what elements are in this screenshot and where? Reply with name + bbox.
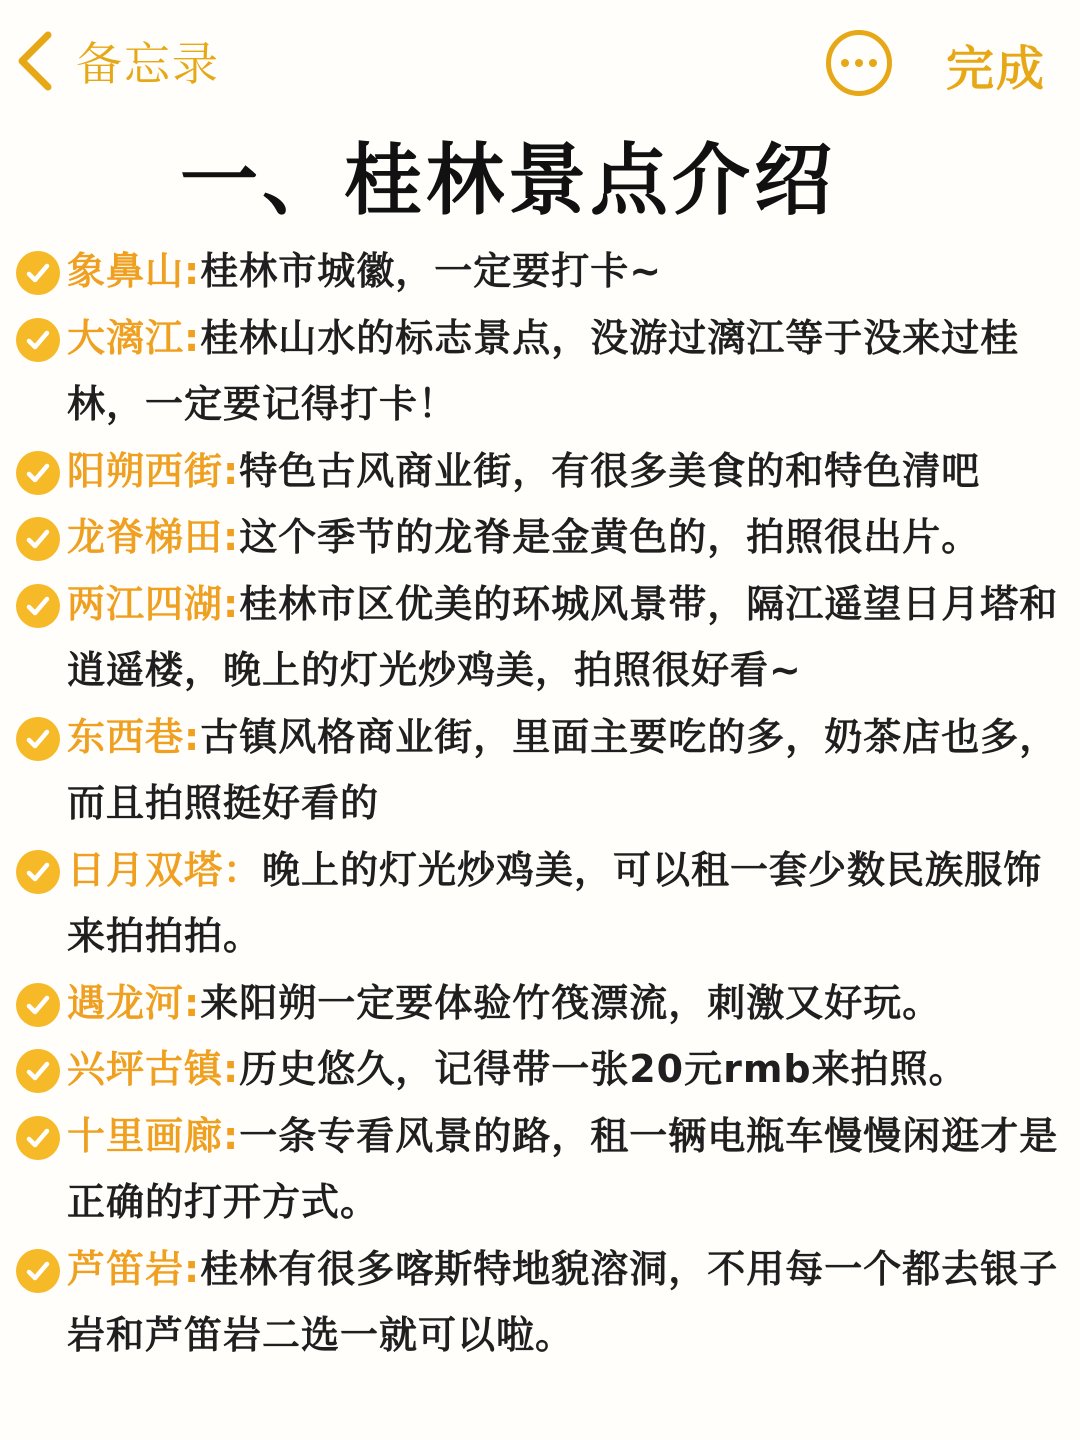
checkmark-circle-icon — [16, 318, 60, 362]
back-button[interactable] — [14, 26, 220, 96]
list-item[interactable] — [0, 1236, 1080, 1369]
attraction-name: 芦笛岩: — [67, 1246, 201, 1291]
attraction-description: 桂林山水的标志景点，没游过漓江等于没来过桂林，一定要记得打卡！ — [67, 315, 1020, 426]
back-label: 备忘录 — [76, 37, 220, 91]
checkmark-circle-icon — [16, 983, 60, 1027]
attraction-name: 遇龙河: — [67, 980, 201, 1025]
checkmark-circle-icon — [16, 517, 60, 561]
checkmark-circle-icon — [16, 1249, 60, 1293]
attraction-name: 十里画廊: — [67, 1113, 240, 1158]
attraction-name: 两江四湖: — [67, 581, 240, 626]
list-item[interactable] — [0, 1103, 1080, 1236]
list-item[interactable] — [0, 837, 1080, 970]
attraction-name: 大漓江: — [67, 315, 201, 360]
attraction-description: 这个季节的龙脊是金黄色的，拍照很出片。 — [239, 515, 981, 559]
attraction-list — [0, 238, 1080, 1369]
checkmark-circle-icon — [16, 717, 60, 761]
list-item[interactable] — [0, 504, 1080, 571]
chevron-left-icon — [14, 29, 58, 93]
checkmark-circle-icon — [16, 451, 60, 495]
navigation-bar — [0, 0, 1080, 120]
ellipsis-dot-icon — [855, 59, 863, 67]
attraction-description: 晚上的灯光炒鸡美，可以租一套少数民族服饰来拍拍拍。 — [67, 847, 1043, 958]
list-item[interactable] — [0, 438, 1080, 505]
checkmark-circle-icon — [16, 251, 60, 295]
attraction-name: 兴坪古镇: — [67, 1047, 240, 1091]
attraction-name: 日月双塔： — [67, 847, 263, 892]
attraction-name: 象鼻山: — [67, 249, 201, 293]
list-item[interactable] — [0, 571, 1080, 704]
attraction-description: 古镇风格商业街，里面主要吃的多，奶茶店也多，而且拍照挺好看的 — [67, 714, 1059, 825]
attraction-name: 阳朔西街: — [67, 448, 240, 493]
ellipsis-dot-icon — [841, 59, 849, 67]
attraction-description: 桂林市区优美的环城风景带，隔江遥望日月塔和逍遥楼，晚上的灯光炒鸡美，拍照很好看~ — [67, 581, 1059, 692]
attraction-description: 桂林有很多喀斯特地貌溶洞，不用每一个都去银子岩和芦笛岩二选一就可以啦。 — [67, 1246, 1059, 1357]
attraction-description: 桂林市城徽，一定要打卡~ — [200, 249, 663, 293]
checkmark-circle-icon — [16, 584, 60, 628]
list-item[interactable] — [0, 1036, 1080, 1103]
attraction-description: 一条专看风景的路，租一辆电瓶车慢慢闲逛才是正确的打开方式。 — [67, 1113, 1059, 1224]
list-item[interactable] — [0, 238, 1080, 305]
checkmark-circle-icon — [16, 850, 60, 894]
done-button[interactable]: 完成 — [946, 41, 1047, 97]
attraction-name: 东西巷: — [67, 714, 201, 759]
attraction-description: 来阳朔一定要体验竹筏漂流，刺激又好玩。 — [200, 980, 942, 1025]
checkmark-circle-icon — [16, 1049, 60, 1093]
attraction-description: 历史悠久，记得带一张20元rmb来拍照。 — [239, 1047, 968, 1091]
list-item[interactable] — [0, 305, 1080, 438]
attraction-description: 特色古风商业街，有很多美食的和特色清吧 — [239, 448, 981, 493]
more-options-button[interactable] — [826, 30, 892, 96]
ellipsis-dot-icon — [869, 59, 877, 67]
attraction-name: 龙脊梯田: — [67, 515, 240, 559]
note-title: 一、桂林景点介绍 — [180, 136, 837, 226]
list-item[interactable] — [0, 970, 1080, 1037]
checkmark-circle-icon — [16, 1116, 60, 1160]
list-item[interactable] — [0, 704, 1080, 837]
